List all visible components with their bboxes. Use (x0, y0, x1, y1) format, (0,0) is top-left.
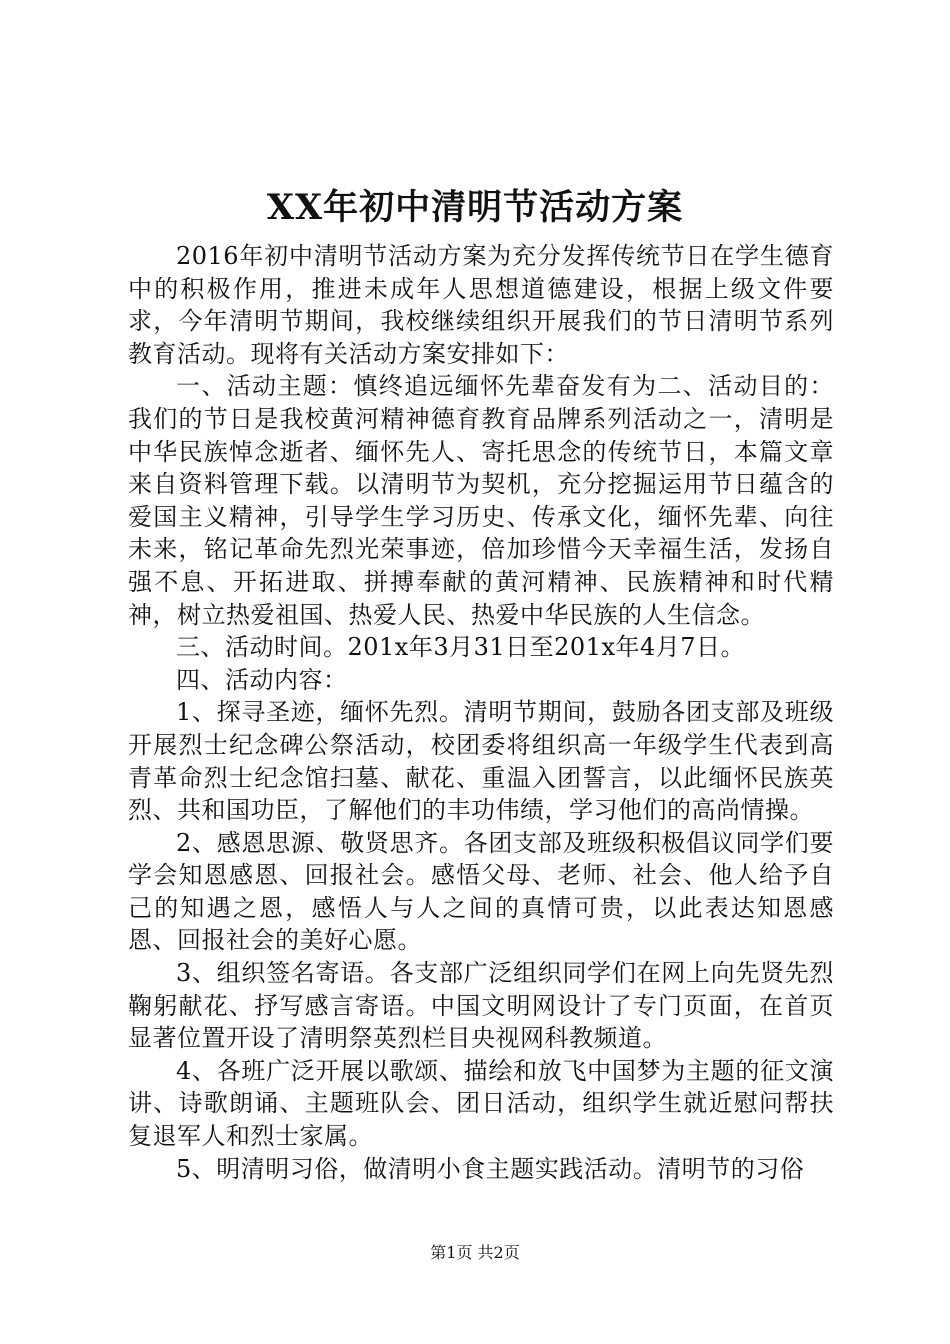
paragraph-item-2: 2、感恩思源、敬贤思齐。各团支部及班级积极倡议同学们要学会知恩感恩、回报社会。感悟父母、老师、社会、他人给予自己的知遇之恩，感悟人与人之间的真情可贵，以此表达知恩感恩、回报社会的美好心愿。 (128, 828, 834, 955)
paragraph-item-3: 3、组织签名寄语。各支部广泛组织同学们在网上向先贤先烈鞠躬献花、抒写感言寄语。中国文明网设计了专门页面，在首页显著位置开设了清明祭英烈栏目央视网科教频道。 (128, 959, 834, 1053)
document-body (128, 240, 834, 1185)
paragraph-intro: 2016年初中清明节活动方案为充分发挥传统节日在学生德育中的积极作用，推进未成年人思想道德建设，根据上级文件要求，今年清明节期间，我校继续组织开展我们的节日清明节系列教育活动。现将有关活动方案安排如下： (128, 242, 834, 368)
paragraph-time: 三、活动时间。201x年3月31日至201x年4月7日。 (176, 633, 746, 662)
paragraph-content-heading: 四、活动内容： (176, 665, 348, 694)
paragraph-item-1: 1、探寻圣迹，缅怀先烈。清明节期间，鼓励各团支部及班级开展烈士纪念碑公祭活动，校团委将组织高一年级学生代表到高青革命烈士纪念馆扫墓、献花、重温入团誓言，以此缅怀民族英烈、共和国功臣，了解他们的丰功伟绩，学习他们的高尚情操。 (128, 698, 834, 825)
paragraph-theme-purpose: 一、活动主题：慎终追远缅怀先辈奋发有为二、活动目的：我们的节日是我校黄河精神德育教育品牌系列活动之一，清明是中华民族悼念逝者、缅怀先人、寄托思念的传统节日，本篇文章来自资料管理下载。以清明节为契机，充分挖掘运用节日蕴含的爱国主义精神，引导学生学习历史、传承文化，缅怀先辈、向往未来，铭记革命先烈光荣事迹，倍加珍惜今天幸福生活，发扬自强不息、开拓进取、拼搏奉献的黄河精神、民族精神和时代精神，树立热爱祖国、热爱人民、热爱中华民族的人生信念。 (128, 372, 834, 629)
paragraph-item-4: 4、各班广泛开展以歌颂、描绘和放飞中国梦为主题的征文演讲、诗歌朗诵、主题班队会、团日活动，组织学生就近慰问帮扶复退军人和烈士家属。 (128, 1056, 834, 1151)
paragraph-item-5: 5、明清明习俗，做清明小食主题实践活动。清明节的习俗 (176, 1154, 805, 1183)
document-title: XX年初中清明节活动方案 (266, 187, 684, 228)
page-footer: 第1页 共2页 (430, 1243, 520, 1262)
